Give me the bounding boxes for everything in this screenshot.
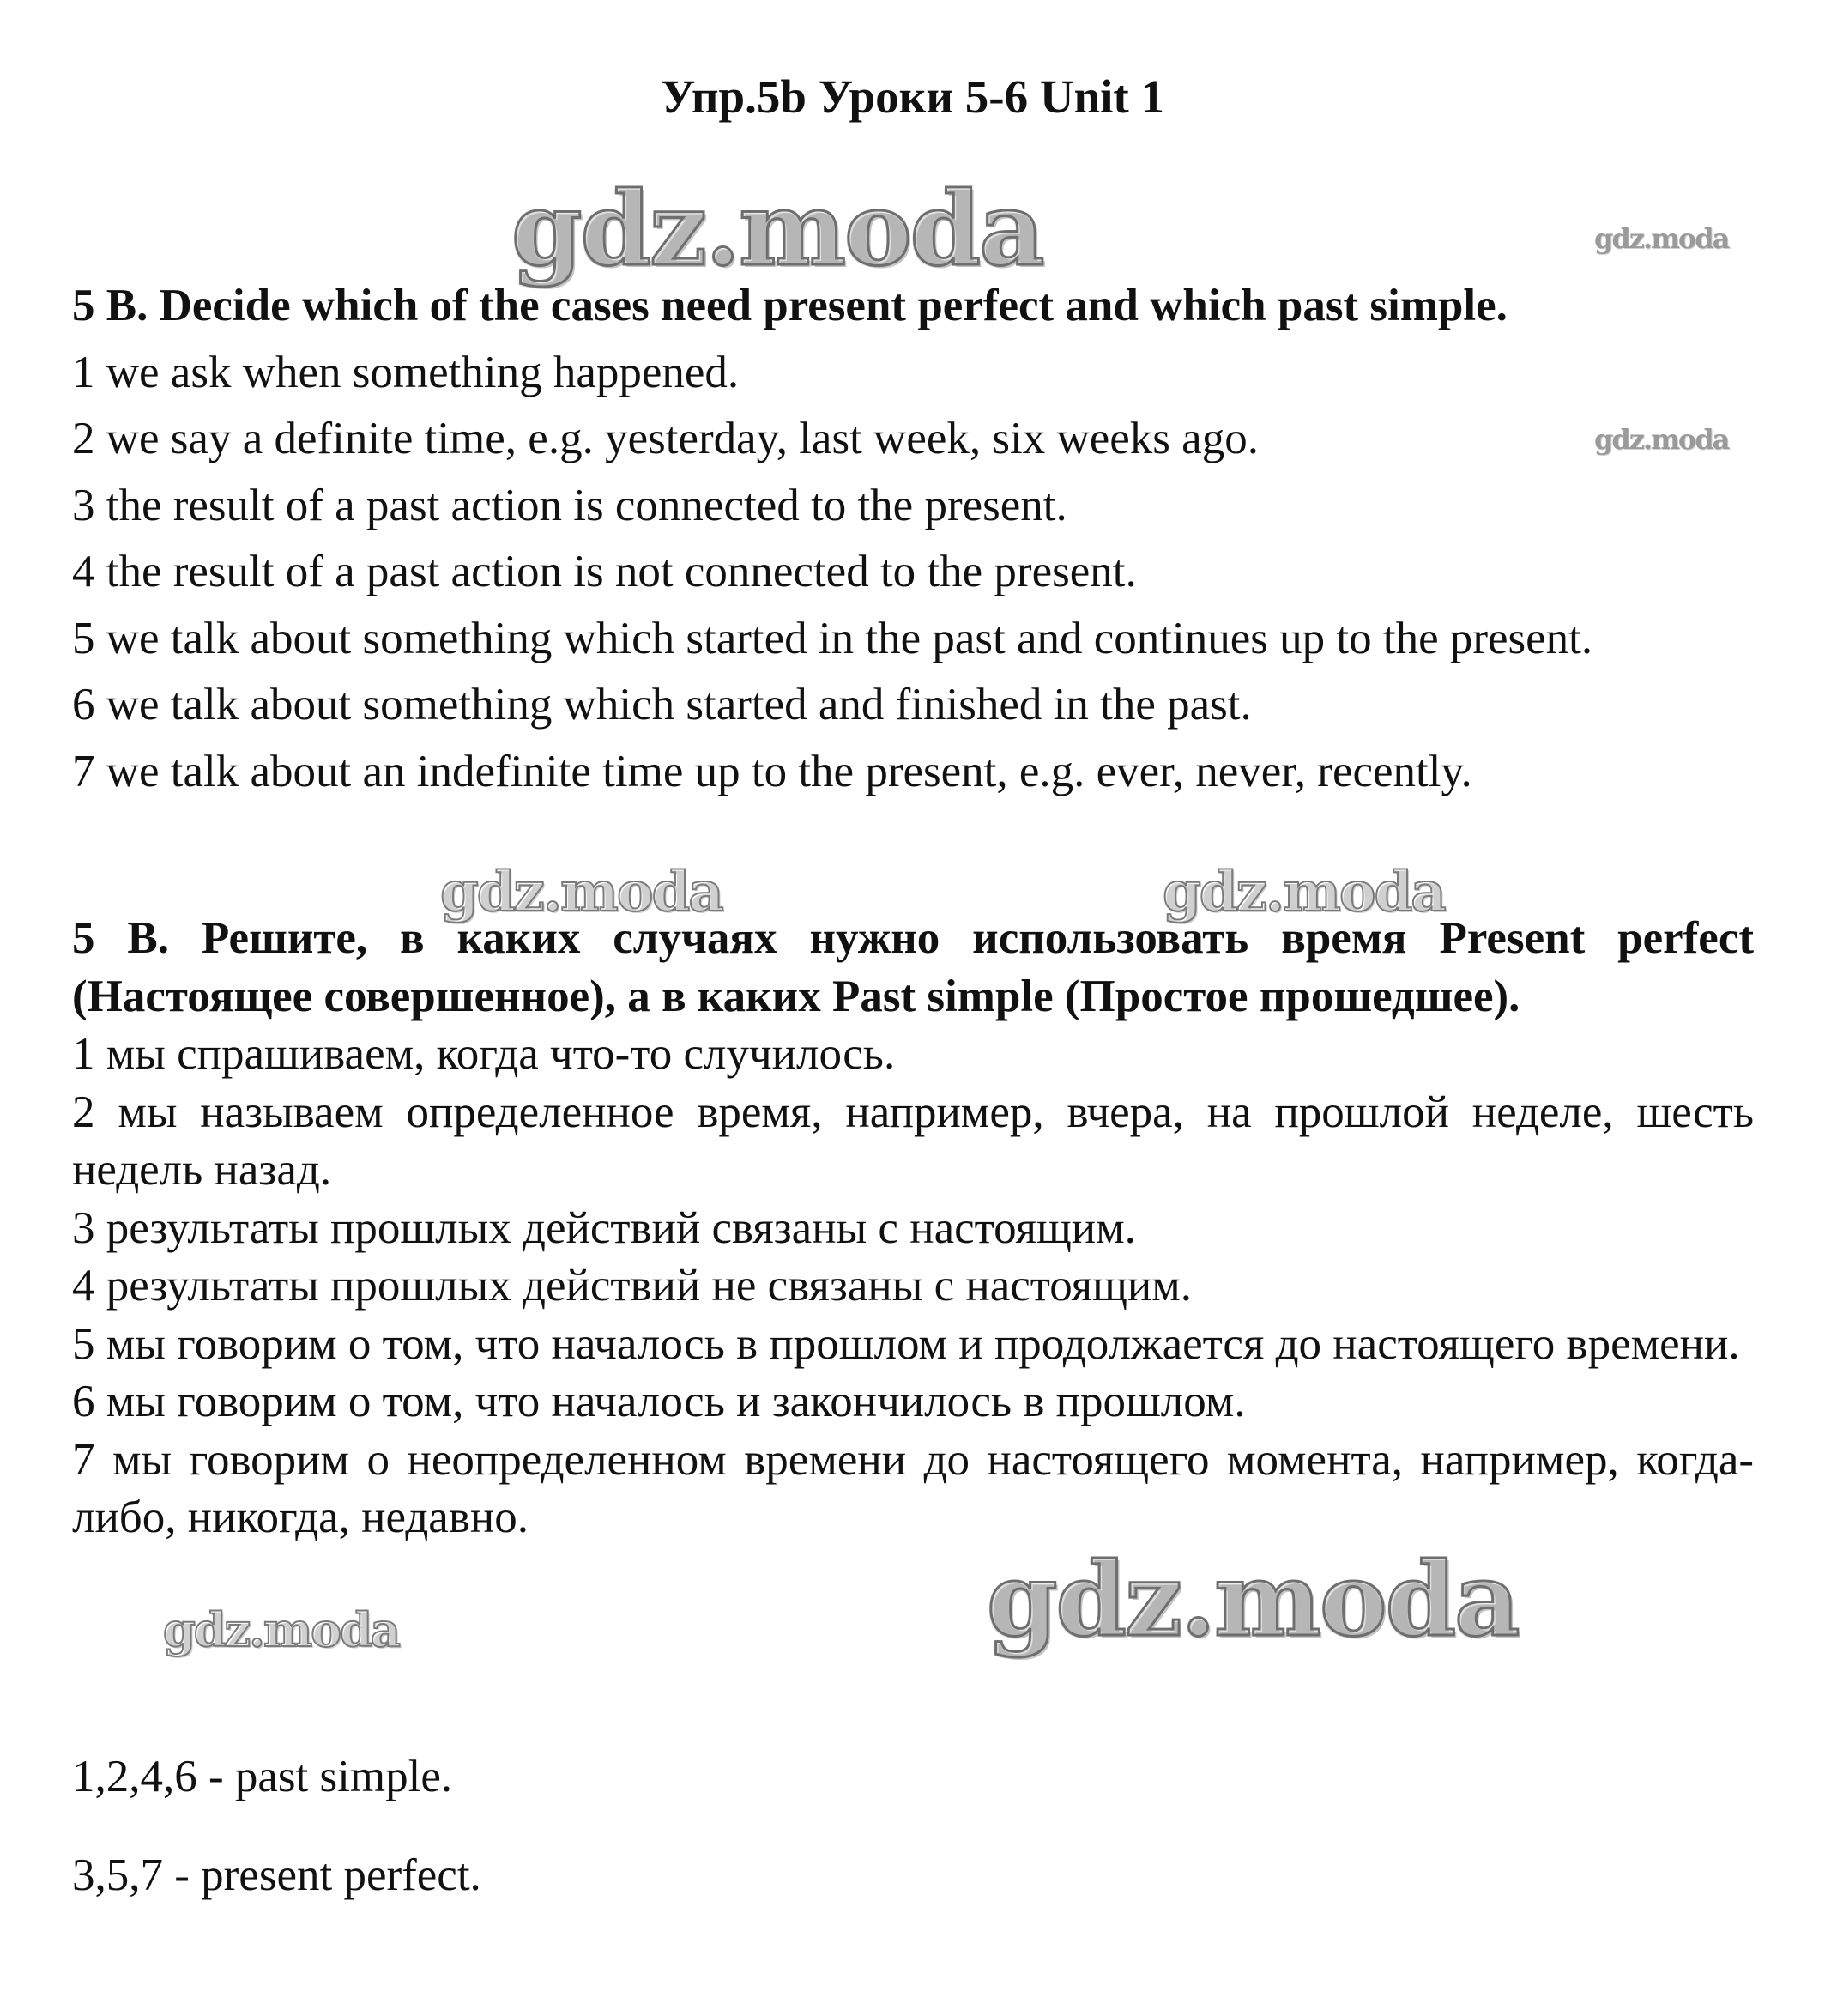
english-item: 3 the result of a past action is connected to the present. [72,480,1067,530]
english-item: 2 we say a definite time, e.g. yesterday, last week, six weeks ago. [72,414,1259,463]
english-item: 6 we talk about something which started and finished in the past. [72,680,1252,730]
russian-item: 2 мы называем определенное время, например, вчера, на прошлой неделе, шесть недель назад. [72,1087,1754,1195]
watermark-logo: gdz.moda [440,860,722,924]
english-item: 5 we talk about something which started in the past and continues up to the present. [72,613,1593,663]
russian-exercise [72,910,1754,1547]
russian-item: 4 результаты прошлых действий не связаны с настоящим. [72,1261,1193,1311]
russian-item: 5 мы говорим о том, что началось в прошлом и продолжается до настоящего времени. [72,1318,1740,1369]
russian-item: 1 мы спрашиваем, когда что-то случилось. [72,1029,896,1079]
watermark-logo: gdz.moda [511,169,1043,288]
english-item: 4 the result of a past action is not connected to the present. [72,547,1137,596]
russian-heading: 5 B. Решите, в каких случаях нужно использовать время Present perfect (Настоящее совершенное), а в каких Past simple (Простое прошедшее). [72,913,1754,1021]
watermark-logo: gdz.moda [987,1540,1519,1659]
russian-item: 6 мы говорим о том, что началось и закончилось в прошлом. [72,1377,1246,1426]
watermark-logo: gdz.moda [163,1602,399,1657]
russian-item: 3 результаты прошлых действий связаны с настоящим. [72,1202,1136,1253]
watermark-small: gdz.moda [1594,222,1729,255]
english-heading: 5 B. Decide which of the cases need present perfect and which past simple. [72,281,1508,330]
english-item: 7 we talk about an indefinite time up to the present, e.g. ever, never, recently. [72,746,1472,796]
english-exercise [72,273,1754,805]
watermark-small: gdz.moda [1594,423,1729,456]
russian-item: 7 мы говорим о неопределенном времени до настоящего момента, например, когда-либо, никогда, недавно. [72,1434,1754,1542]
answer-present-perfect: 3,5,7 - present perfect. [72,1850,481,1900]
answer-past-simple: 1,2,4,6 - past simple. [72,1752,453,1801]
page-title: Упр.5b Уроки 5-6 Unit 1 [660,70,1164,123]
english-item: 1 we ask when something happened. [72,347,740,397]
watermark-logo: gdz.moda [1163,860,1445,924]
